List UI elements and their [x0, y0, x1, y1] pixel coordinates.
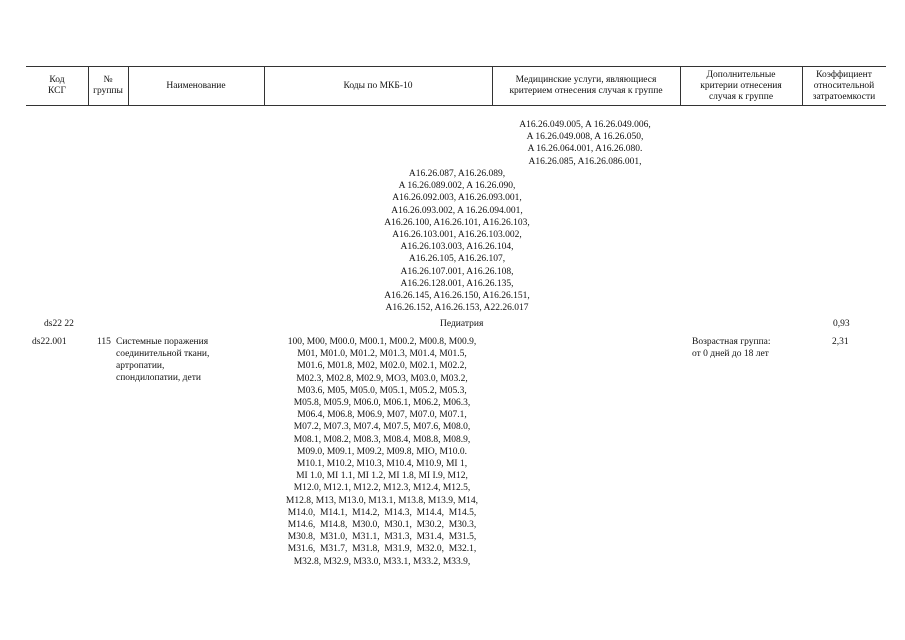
row-ds22-001-coef: 2,31 — [832, 337, 849, 347]
header-code: Код КСГ — [48, 75, 66, 96]
table-header — [26, 66, 886, 106]
header-mkb: Коды по МКБ-10 — [343, 80, 413, 91]
header-group: № группы — [93, 75, 123, 96]
header-services: Медицинские услуги, являющиеся критерием отнесения случая к группе — [509, 75, 663, 96]
row-ds22-coef: 0,93 — [833, 319, 850, 329]
row-ds22-001-name: Системные поражения соединительной ткани, артропатии, спондилопатии, дети — [116, 337, 210, 383]
header-name: Наименование — [166, 80, 226, 91]
row-ds22-001-code: ds22.001 — [32, 337, 67, 347]
services-continued-middle: A16.26.087, A16.26.089, A 16.26.089.002, A 16.26.090, A16.26.092.003, A16.26.093.001, A16.26.093.002, A 16.26.094.001, A16.26.100, A16.26.101, A16.26.103, A16.26.103.001, A16.26.103.002, A16.26.103.003, A16.26.104, A16.26.105, A16.26.107, A16.26.107.001, A16.26.108, A16.26.128.001, A16.26.135, A16.26.145, A16.26.150, A16.26.151, A16.26.152, A16.26.153, A22.26.017 — [384, 169, 530, 314]
row-ds22-001-extra-criteria: Возрастная группа: от 0 дней до 18 лет — [692, 337, 771, 360]
services-continued-top: A16.26.049.005, A 16.26.049.006, A 16.26.049.008, A 16.26.050, A 16.26.064.001, A16.26.080. A16.26.085, A16.26.086.001, — [519, 120, 651, 167]
row-ds22-001-mkb-codes: 100, M00, M00.0, M00.1, M00.2, M00.8, M00.9, M01, M01.0, M01.2, M01.3, M01.4, M01.5, M01.6, M01.8, M02, M02.0, M02.1, M02.2, M02.3, M02.8, M02.9, MO3, M03.0, M03.2, M03.6, M05, M05.0, M05.1, M05.2, M05.3, M05.8, M05.9, M06.0, M06.1, M06.2, M06.3, M06.4, M06.8, M06.9, M07, M07.0, M07.1, M07.2, M07.3, M07.4, M07.5, M07.6, M08.0, M08.1, M08.2, M08.3, M08.4, M08.8, M08.9, M09.0, M09.1, M09.2, M09.8, MIO, M10.0. M10.1, M10.2, M10.3, M10.4, M10.9, MI 1, MI 1.0, MI 1.1, MI 1.2, MI 1.8, MI I.9, M12, M12.0, M12.1, M12.2, M12.3, M12.4, M12.5, M12.8, M13, M13.0, M13.1, M13.8, M13.9, M14, M14.0, M14.1, M14.2, M14.3, M14.4, M14.5, M14.6, M14.8, M30.0, M30.1, M30.2, M30.3, M30.8, M31.0, M31.1, M31.3, M31.4, M31.5, M31.6, M31.7, M31.8, M31.9, M32.0, M32.1, M32.8, M32.9, M33.0, M33.1, M33.2, M33.9, — [285, 337, 479, 567]
row-ds22-001-group: 115 — [97, 337, 111, 347]
header-coef: Коэффициент относительной затратоемкости — [812, 69, 876, 102]
row-ds22-code: ds22 22 — [44, 319, 74, 329]
row-ds22-name: Педиатрия — [440, 319, 484, 329]
header-extra: Дополнительные критерии отнесения случая к группе — [700, 69, 782, 102]
